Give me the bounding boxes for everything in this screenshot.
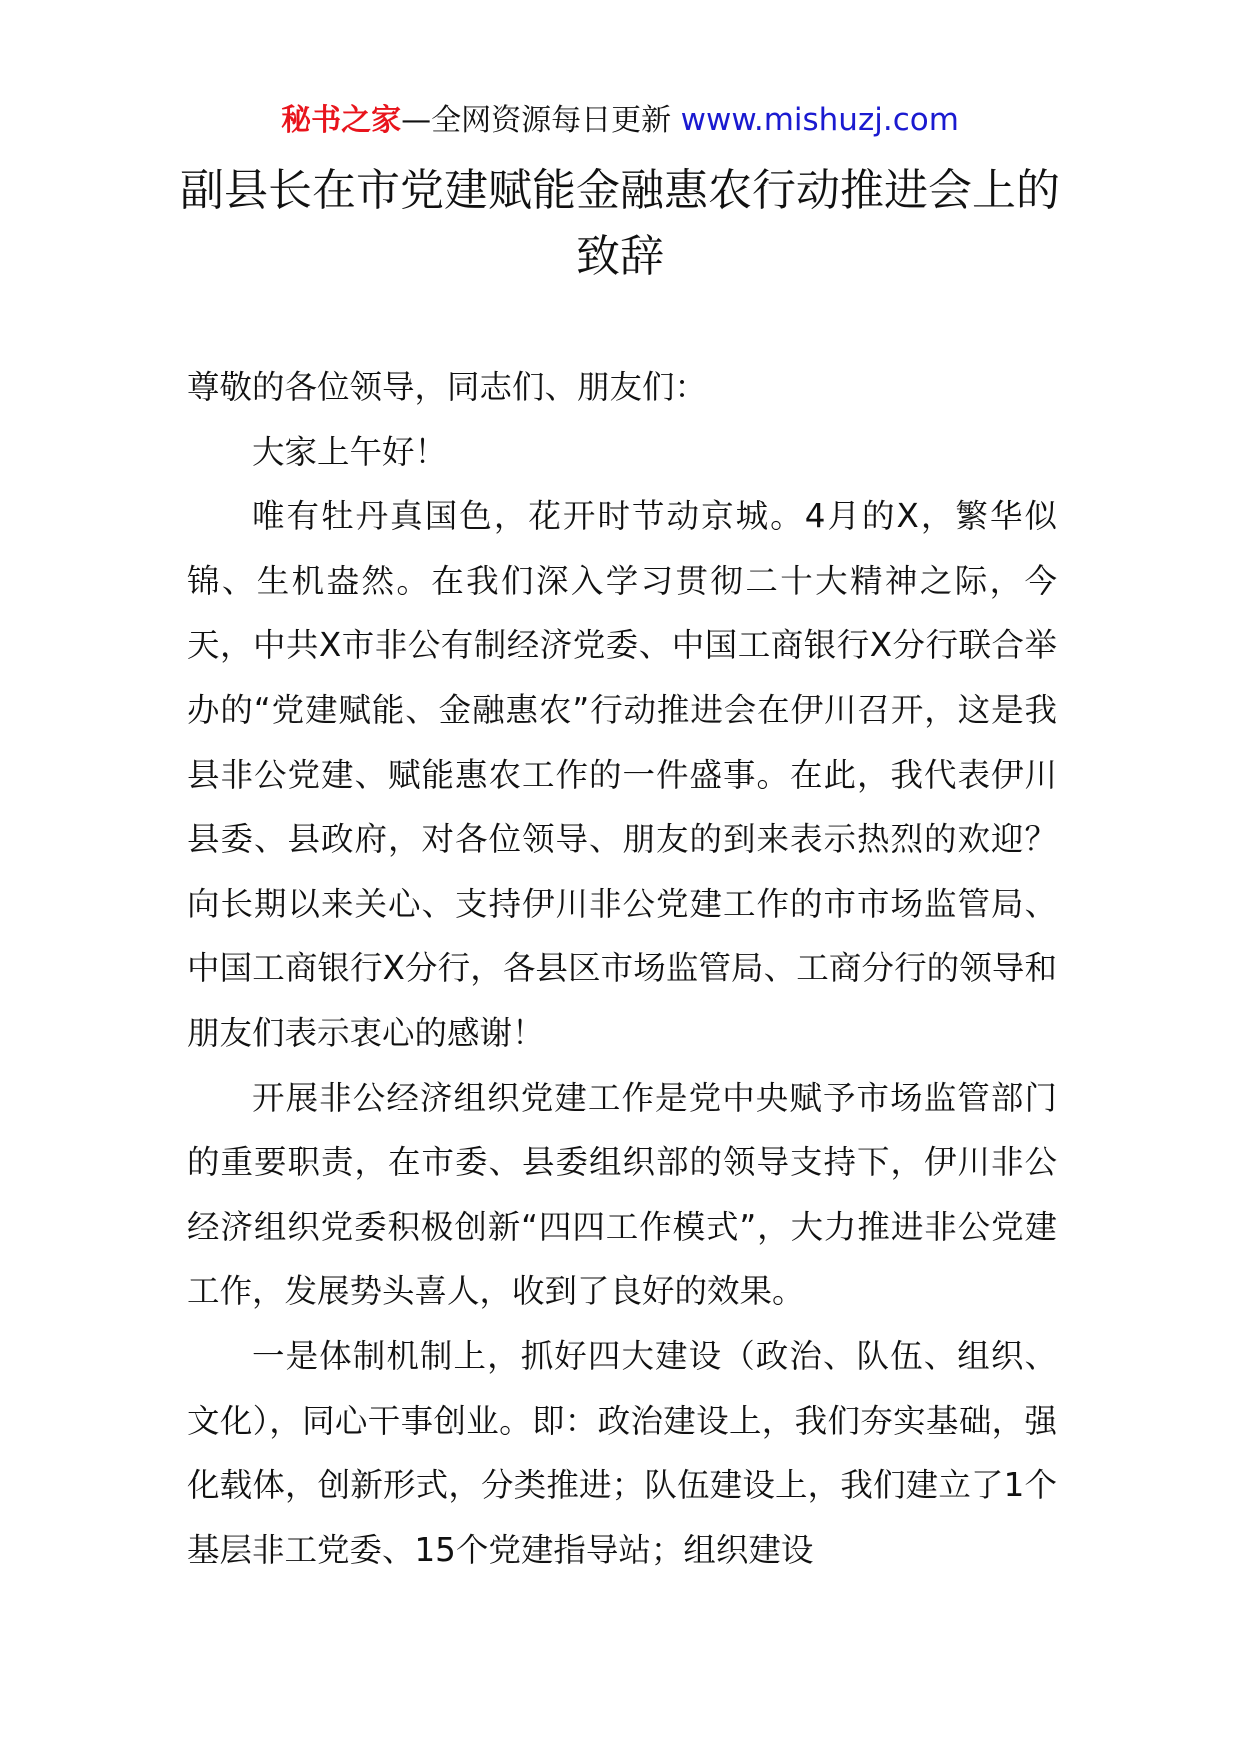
document-body bbox=[187, 355, 1057, 1582]
document-title: 副县长在市党建赋能金融惠农行动推进会上的致辞 bbox=[180, 165, 1060, 282]
watermark-header bbox=[0, 100, 1240, 141]
paragraph-mechanism: 一是体制机制上，抓好四大建设（政治、队伍、组织、文化），同心干事创业。即：政治建设上，我们夯实基础，强化载体，创新形式，分类推进；队伍建设上，我们建立了1个基层非工党委、15个党建指导站；组织建设 bbox=[187, 1336, 1057, 1569]
site-url-link[interactable]: www.mishuzj.com bbox=[680, 102, 959, 138]
paragraph-welcome: 唯有牡丹真国色，花开时节动京城。4月的X，繁华似锦、生机盎然。在我们深入学习贯彻二十大精神之际，今天，中共X市非公有制经济党委、中国工商银行X分行联合举办的“党建赋能、金融惠农”行动推进会在伊川召开，这是我县非公党建、赋能惠农工作的一件盛事。在此，我代表伊川县委、县政府，对各位领导、朋友的到来表示热烈的欢迎？向长期以来关心、支持伊川非公党建工作的市市场监管局、中国工商银行X分行，各县区市场监管局、工商分行的领导和朋友们表示衷心的感谢！ bbox=[187, 497, 1057, 1052]
salutation: 尊敬的各位领导，同志们、朋友们： bbox=[187, 368, 708, 406]
paragraph-greeting: 大家上午好！ bbox=[252, 432, 448, 471]
brand-name: 秘书之家 bbox=[281, 103, 402, 138]
brand-tagline: —全网资源每日更新 bbox=[401, 103, 672, 138]
paragraph-party-building: 开展非公经济组织党建工作是党中央赋予市场监管部门的重要职责，在市委、县委组织部的领导支持下，伊川非公经济组织党委积极创新“四四工作模式”，大力推进非公党建工作，发展势头喜人，收到了良好的效果。 bbox=[187, 1078, 1057, 1311]
